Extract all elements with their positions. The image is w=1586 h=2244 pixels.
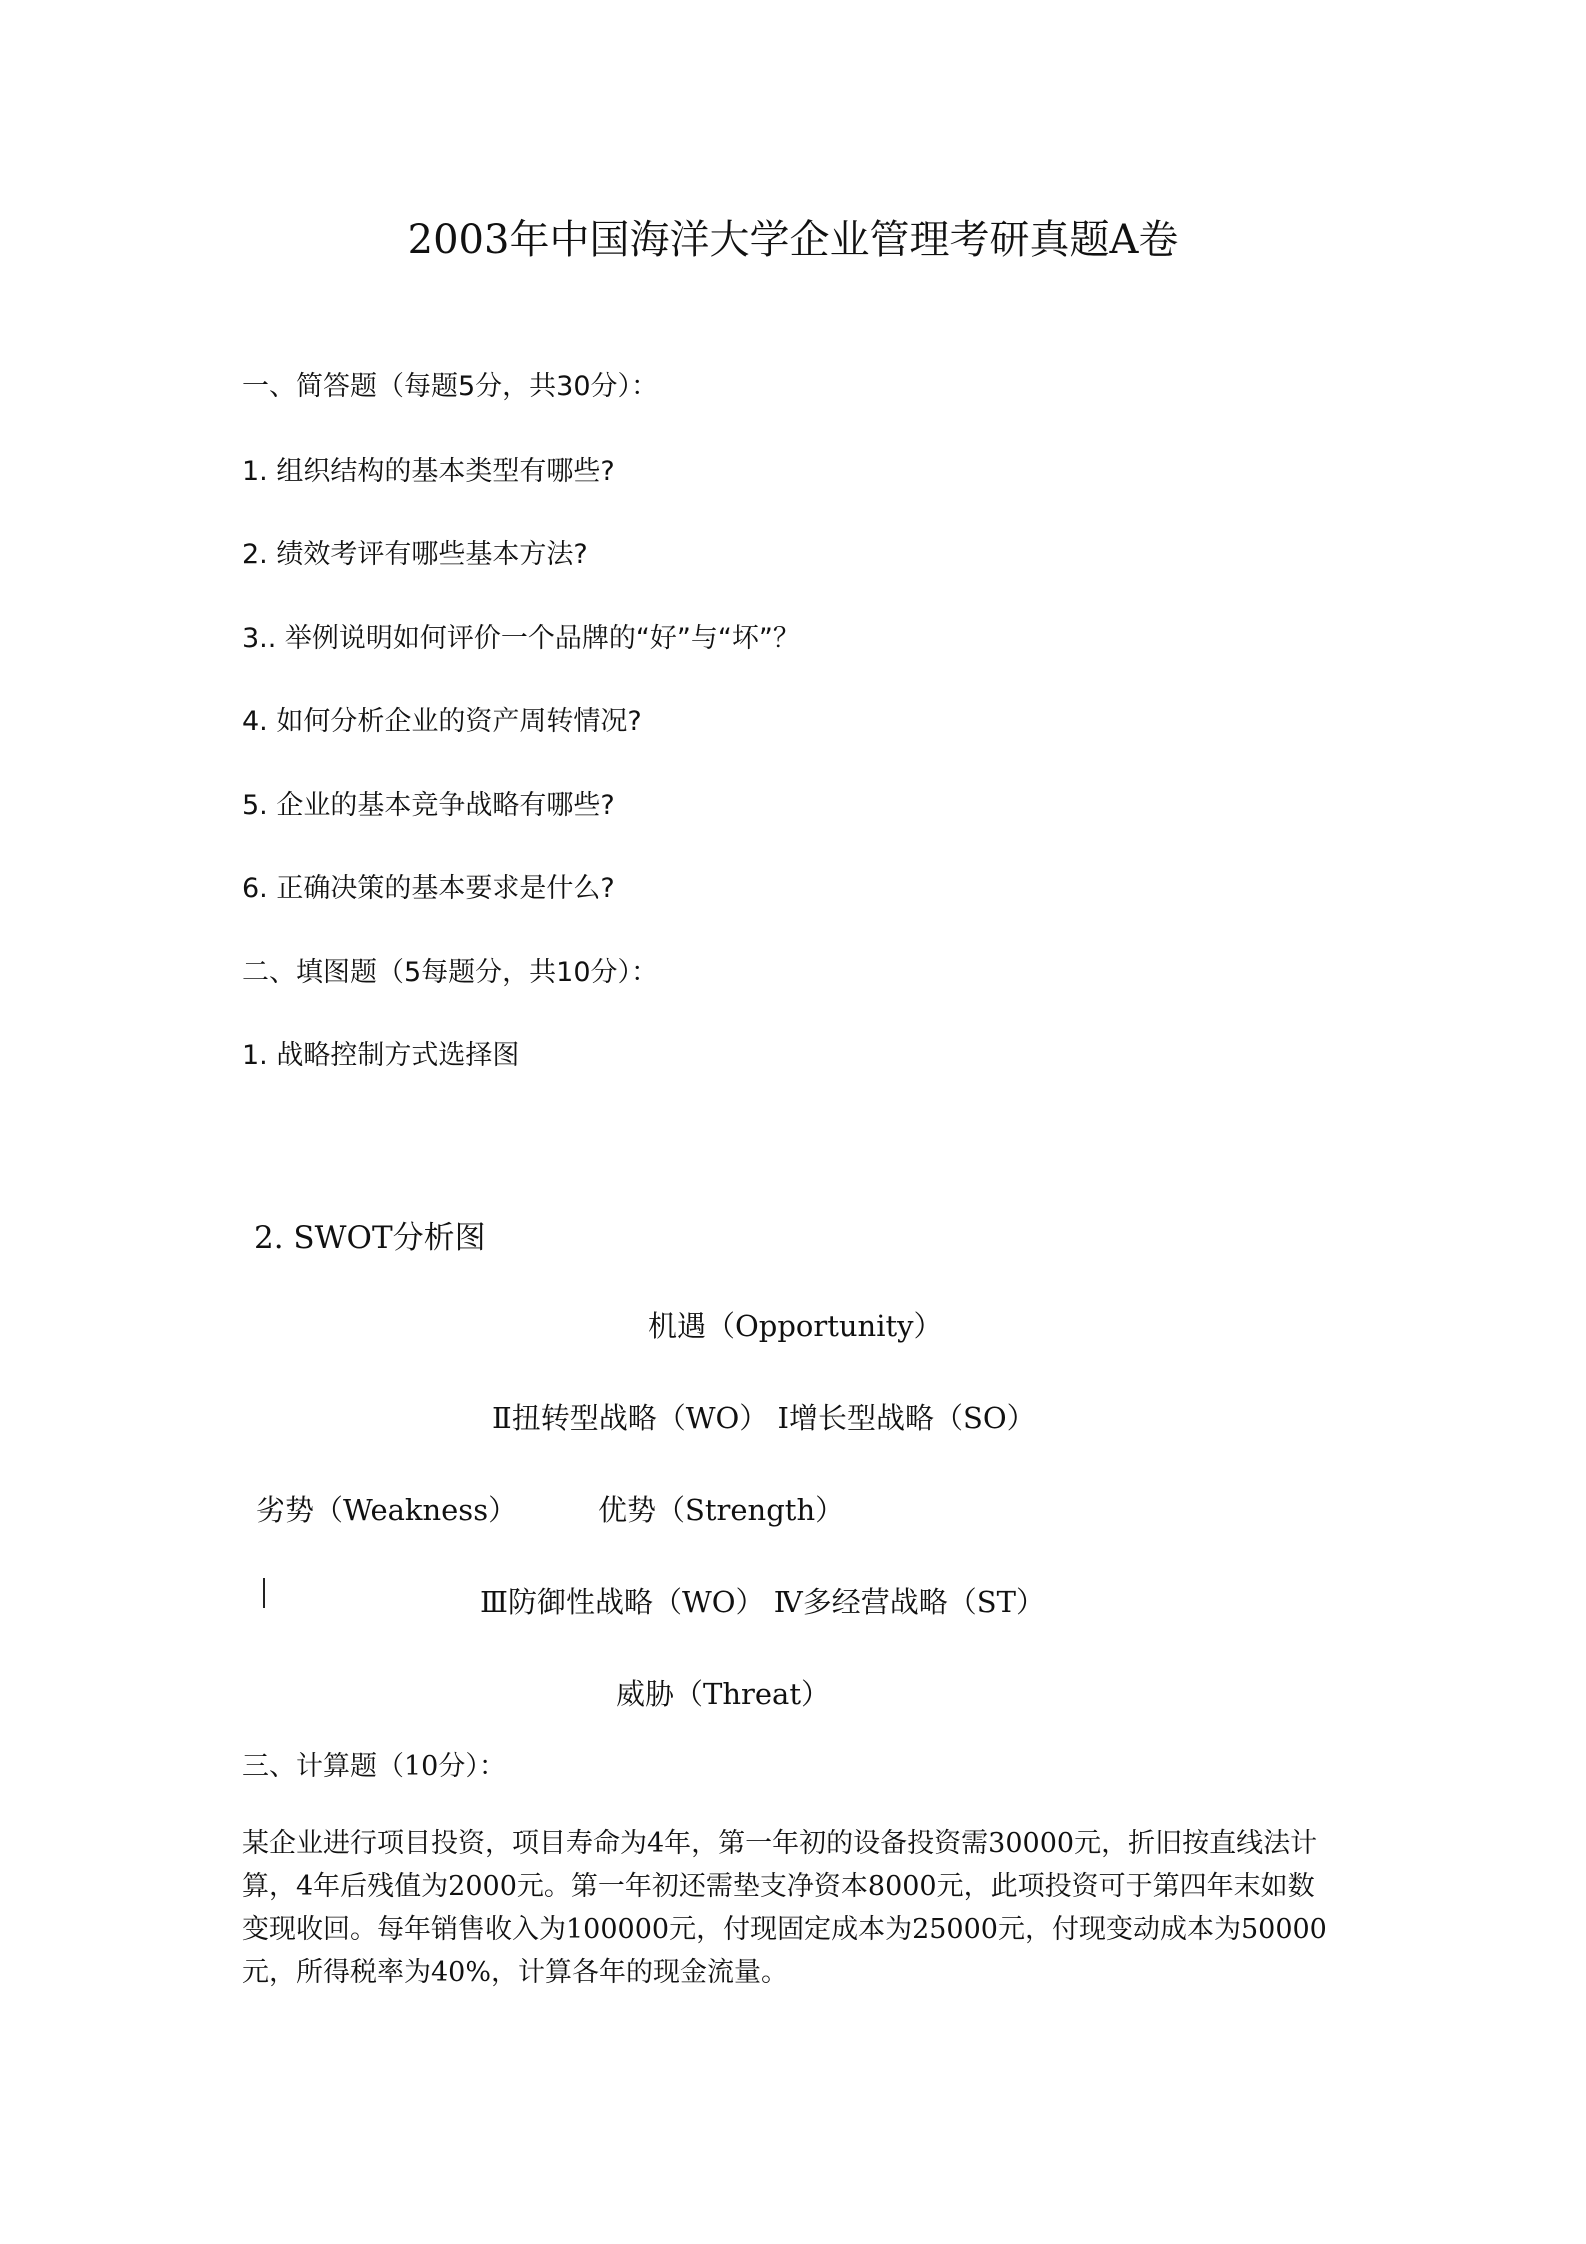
swot-strength: 优势（Strength） [598,1493,845,1527]
swot-weakness: 劣势（Weakness） [256,1493,518,1527]
question-item: 4. 如何分析企业的资产周转情况? [242,706,642,737]
section2-heading: 二、填图题（5每题分，共10分）： [242,957,659,988]
question-item: 2. 绩效考评有哪些基本方法? [242,539,588,570]
swot-label: 2. SWOT分析图 [254,1220,486,1256]
problem-line: 算，4年后残值为2000元。第一年初还需垫支净资本8000元，此项投资可于第四年末如数 [242,1871,1315,1902]
diagram-item: 1. 战略控制方式选择图 [242,1040,520,1071]
problem-line: 某企业进行项目投资，项目寿命为4年，第一年初的设备投资需30000元，折旧按直线法计 [242,1828,1318,1859]
question-item: 1. 组织结构的基本类型有哪些? [242,456,615,487]
question-item: 5. 企业的基本竞争战略有哪些? [242,790,615,821]
calculation-problem [242,1822,1362,1994]
section3-heading: 三、计算题（10分）： [242,1751,506,1782]
problem-line: 元，所得税率为40%，计算各年的现金流量。 [242,1957,789,1988]
swot-opportunity: 机遇（Opportunity） [648,1309,943,1343]
question-item: 6. 正确决策的基本要求是什么? [242,873,615,904]
swot-axis-mark [263,1578,265,1608]
problem-line: 变现收回。每年销售收入为100000元，付现固定成本为25000元，付现变动成本为50000 [242,1914,1327,1945]
swot-quadrants-bottom: Ⅲ防御性战略（WO） Ⅳ多经营战略（ST） [480,1585,1045,1619]
swot-threat: 威胁（Threat） [616,1677,830,1711]
swot-quadrants-top: Ⅱ扭转型战略（WO） Ⅰ增长型战略（SO） [492,1401,1036,1435]
page-title: 2003年中国海洋大学企业管理考研真题A卷 [407,217,1179,263]
section1-heading: 一、简答题（每题5分，共30分）： [242,371,659,402]
question-item: 3.. 举例说明如何评价一个品牌的“好”与“坏”？ [242,623,800,654]
